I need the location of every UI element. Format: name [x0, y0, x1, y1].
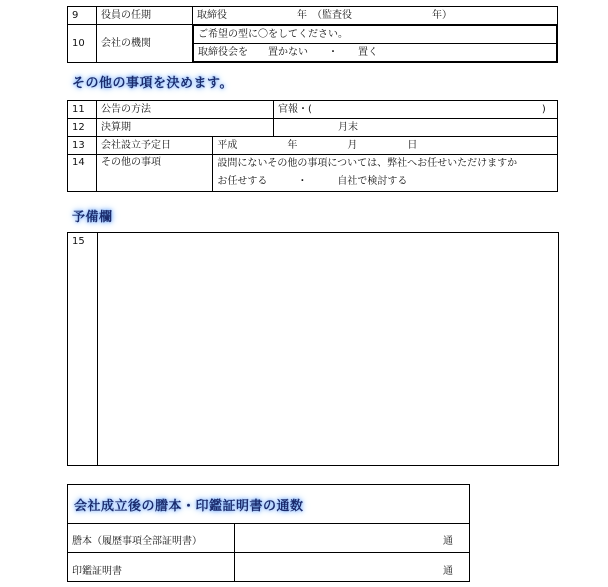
- row-number: 15: [72, 236, 85, 247]
- other-items-cell: [213, 155, 558, 192]
- row-label: 公告の方法: [97, 101, 274, 119]
- row-number: 12: [68, 119, 97, 137]
- cert-row-label: 謄本（履歴事項全部証明書）: [72, 536, 202, 547]
- fiscal-month-field[interactable]: [274, 119, 558, 137]
- row-label: 会社の機関: [97, 25, 193, 63]
- cert-row-unit: 通: [443, 536, 453, 547]
- certs-heading: 会社成立後の謄本・印鑑証明書の通数: [74, 499, 304, 514]
- organ-cell: [193, 25, 558, 63]
- establish-date-field[interactable]: 平成 年 月 日: [213, 137, 558, 155]
- table-row: [68, 25, 558, 63]
- reserve-box: [67, 232, 559, 466]
- table-row: [68, 101, 558, 119]
- table-row: [68, 137, 558, 155]
- other-items-choice-field[interactable]: お任せする ・ 自社で検討する: [217, 176, 408, 187]
- seal-count-field[interactable]: [235, 553, 469, 581]
- row-number: 14: [68, 155, 97, 192]
- row-number: 9: [68, 7, 97, 25]
- table-row: [68, 119, 558, 137]
- row-label: 会社設立予定日: [97, 137, 213, 155]
- cert-row-label: 印鑑証明書: [72, 566, 122, 577]
- organ-instruction: ご希望の型に〇をしてください。: [194, 26, 557, 44]
- table-row: [68, 155, 558, 192]
- other-items-question: 設問にないその他の事項については、弊社へお任せいただけますか: [217, 158, 518, 169]
- row-number: 10: [68, 25, 97, 63]
- row-label: その他の事項: [97, 155, 213, 192]
- officer-table: [67, 6, 558, 63]
- certs-table: [67, 484, 470, 582]
- other-items-table: [67, 100, 558, 192]
- table-row: [68, 7, 558, 25]
- reserve-number-cell: [68, 233, 98, 465]
- section-heading-other: その他の事項を決めます。: [72, 76, 233, 91]
- term-field[interactable]: 取締役 年 （監査役 年）: [193, 7, 558, 25]
- row-number: 11: [68, 101, 97, 119]
- tohon-count-field[interactable]: [235, 524, 469, 551]
- board-choice-field[interactable]: 取締役会を 置かない ・ 置く: [194, 44, 557, 62]
- organ-options: [193, 25, 557, 62]
- fiscal-month-suffix: 月末: [338, 121, 358, 133]
- row-number: 13: [68, 137, 97, 155]
- row-label: 役員の任期: [97, 7, 193, 25]
- section-heading-reserve: 予備欄: [72, 210, 113, 225]
- row-label: 決算期: [97, 119, 274, 137]
- reserve-input-area[interactable]: [98, 233, 558, 465]
- cert-row-unit: 通: [443, 566, 453, 577]
- notice-method-field[interactable]: 官報・( ): [274, 101, 558, 119]
